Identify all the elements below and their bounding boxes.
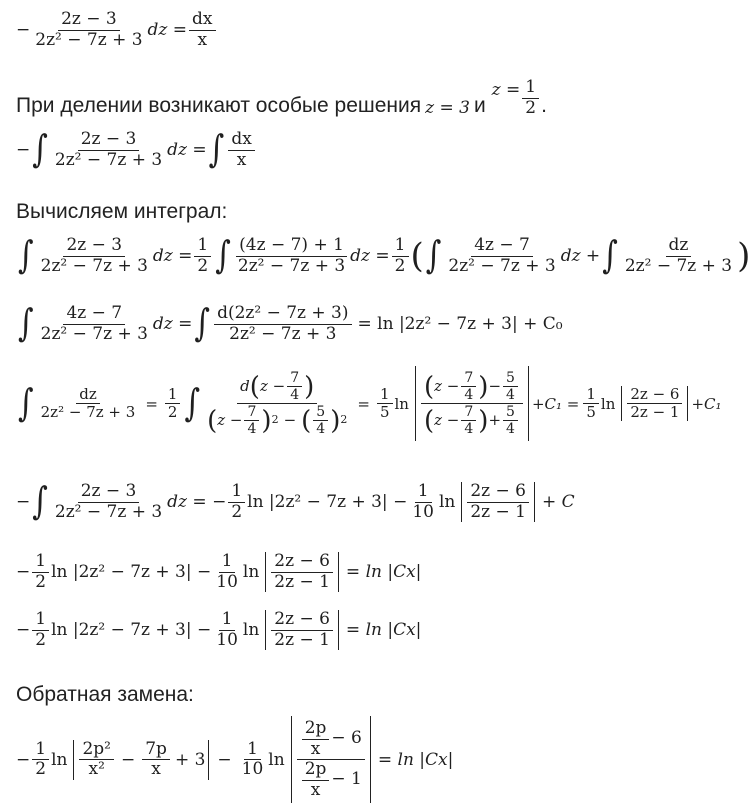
integral-sign: ∫ (32, 127, 48, 172)
equation-7: − $\frac{1}{2}$ ln |2z² − 7z + 3| − $\frac{1}{10}$ ln $\frac{2z - 6}{2z - 1}$ = ln |Cx| (16, 551, 422, 592)
equation-5: ∫ $\frac{dz}{\text{2z² − 7z + 3}}$ = $\frac{1}{2}$ ∫ d ( z − $\frac{7}{4}$ ) ( z − $\frac{7}{4}$ ) 2 − ( $\frac{5}{4}$ ) 2 = $\frac{1}{5}$ ln ( z − $\frac{7}{4}$ ) − $\frac{5}{4}$ ( z − $\frac{7}{4}$ ) + $\frac{5}{4}$ +C₁ = $\frac{1}{5}$ ln $\frac{2z - 6}{2z - 1}$ +C₁ (16, 366, 722, 441)
integral-sign: ∫ (425, 233, 442, 278)
integral-sign: ∫ (208, 127, 225, 172)
integral-sign: ∫ (18, 381, 34, 425)
integral-sign: ∫ (602, 233, 618, 278)
text-compute-integral: Вычисляем интеграл: (16, 200, 228, 223)
equation-3: ∫ $\frac{2z - 3}{\text{2z² − 7z + 3}}$ dz = $\frac{1}{2}$ ∫ $\frac{(4z - 7) + 1}{\text{2z² − 7z + 3}}$ dz = $\frac{1}{2}$ ( ∫ $\frac{4z - 7}{\text{2z² − 7z + 3}}$ dz + ∫ $\frac{dz}{\text{2z² − 7z + 3}}$ ) (18, 233, 751, 278)
integral-sign: ∫ (18, 233, 34, 278)
equation-9: − $\frac{1}{2}$ ln $\frac{\text{2p²}}{\text{x²}}$ − $\frac{7p}{x}$ + 3 − $\frac{1}{10}$ ln $\frac{2p}{x}$ − 6 $\frac{2p}{x}$ − 1 = ln |Cx| (16, 716, 453, 803)
integral-sign: ∫ (32, 479, 48, 524)
fraction: $\frac{1}{2}$ (522, 78, 539, 118)
fraction: $\frac{2z - 3}{\text{2z² − 7z + 3}}$ (35, 9, 143, 50)
equation-8: − $\frac{1}{2}$ ln |2z² − 7z + 3| − $\frac{1}{10}$ ln $\frac{2z - 6}{2z - 1}$ = ln |Cx| (16, 609, 422, 650)
integral-sign: ∫ (18, 301, 34, 346)
text-special-solutions: При делении возникают особые решения z = 3 и z = $\frac{1}{2}$ . (16, 77, 547, 119)
equation-4: ∫ $\frac{4z - 7}{\text{2z² − 7z + 3}}$ dz = ∫ $\frac{\text{d(2z² − 7z + 3)}}{\text{2z² − 7z + 3}}$ = ln |2z² − 7z + 3| + C₀ (18, 301, 563, 346)
equation-6: − ∫ $\frac{2z - 3}{\text{2z² − 7z + 3}}$ dz = − $\frac{1}{2}$ ln |2z² − 7z + 3| − $\frac{1}{10}$ ln $\frac{2z - 6}{2z - 1}$ + C (16, 479, 575, 524)
text-back-substitution: Обратная замена: (16, 683, 194, 706)
equation-2: − ∫ $\frac{2z - 3}{\text{2z² − 7z + 3}}$ dz = ∫ $\frac{dx}{x}$ (16, 130, 257, 170)
equation-1: − $\frac{2z - 3}{\text{2z² − 7z + 3}}$ dz = $\frac{dx}{x}$ (16, 10, 218, 50)
fraction: $\frac{dx}{x}$ (189, 10, 215, 50)
integral-sign: ∫ (184, 381, 201, 425)
absolute-value: ( z − $\frac{7}{4}$ ) − $\frac{5}{4}$ ( z − $\frac{7}{4}$ ) + $\frac{5}{4}$ (415, 366, 529, 441)
big-fraction: d ( z − $\frac{7}{4}$ ) ( z − $\frac{7}{4}$ ) 2 − ( $\frac{5}{4}$ ) 2 (207, 370, 348, 438)
minus-sign: − (16, 20, 31, 41)
integral-sign: ∫ (215, 233, 231, 278)
integral-sign: ∫ (194, 301, 211, 346)
